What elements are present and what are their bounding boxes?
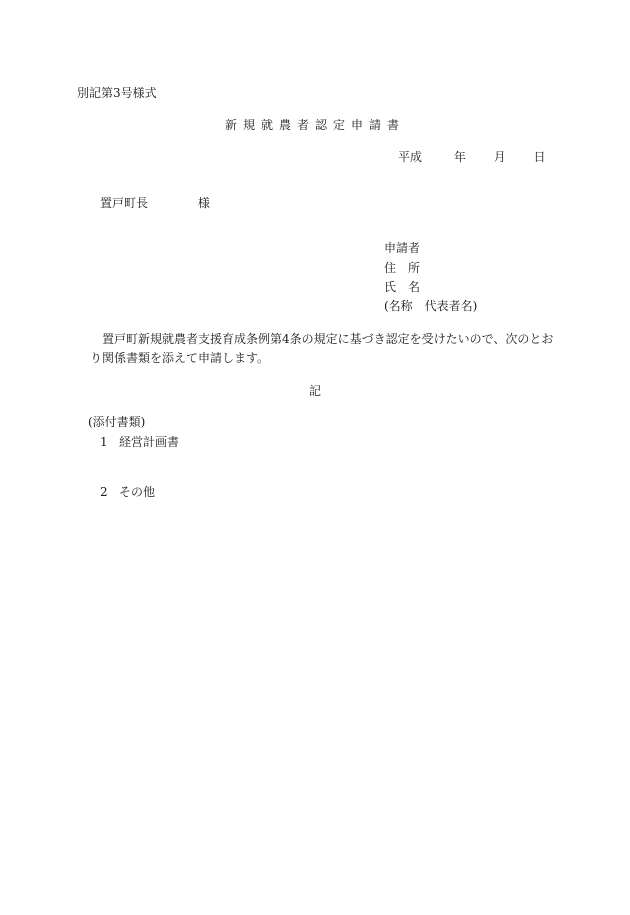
applicant-name-label: 氏 名 bbox=[384, 280, 421, 294]
applicant-org-label: (名称 代表者名) bbox=[384, 299, 478, 313]
attachment-item-label: その他 bbox=[119, 485, 156, 499]
attachments-heading: (添付書類) bbox=[88, 415, 146, 429]
date-era: 平成 bbox=[398, 150, 423, 164]
attachment-item-label: 経営計画書 bbox=[119, 435, 180, 449]
addressee-name: 置戸町長 bbox=[100, 196, 149, 210]
attachment-item-number: 1 bbox=[100, 435, 108, 449]
attachment-item-number: 2 bbox=[100, 485, 108, 499]
applicant-address-label: 住 所 bbox=[384, 261, 421, 275]
form-number: 別記第3号様式 bbox=[77, 86, 157, 100]
application-body-text: 置戸町新規就農者支援育成条例第4条の規定に基づき認定を受けたいので、次のとおり関係書類を添えて申請します。 bbox=[90, 332, 554, 365]
date-day-label: 日 bbox=[533, 150, 546, 164]
applicant-heading: 申請者 bbox=[384, 241, 421, 255]
addressee bbox=[100, 197, 210, 209]
attachment-item bbox=[100, 486, 155, 498]
attachment-item bbox=[100, 436, 179, 448]
addressee-honorific: 様 bbox=[197, 196, 210, 210]
note-heading: 記 bbox=[308, 384, 321, 398]
date-line bbox=[398, 151, 546, 163]
document-title: 新規就農者認定申請書 bbox=[224, 118, 405, 132]
date-year-label: 年 bbox=[453, 150, 466, 164]
date-month-label: 月 bbox=[493, 150, 506, 164]
